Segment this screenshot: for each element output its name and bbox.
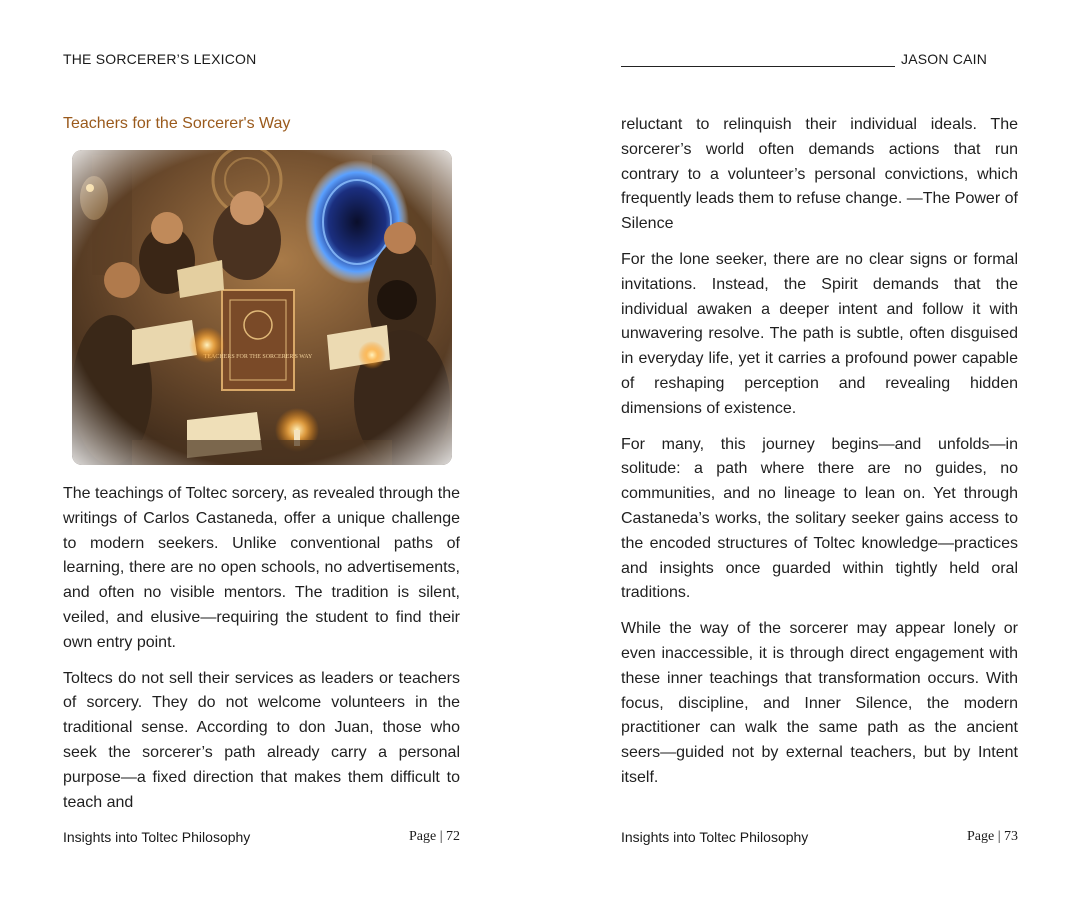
running-head-book-title: THE SORCERER’S LEXICON <box>63 51 257 67</box>
author-name: JASON CAIN <box>901 51 988 67</box>
footer-book-subtitle: Insights into Toltec Philosophy <box>63 829 251 845</box>
header-rule <box>621 54 895 67</box>
page-number: Page | 73 <box>967 829 1019 844</box>
body-text <box>621 113 1018 802</box>
body-text <box>63 482 460 826</box>
paragraph: The teachings of Toltec sorcery, as revealed through the writings of Carlos Castaneda, offer a unique challenge to modern seekers. Unlike conventional paths of learning, there are no open schools, no advertisements, and often no visible mentors. The tradition is silent, veiled, and elusive—requiring the student to find their own entry point. <box>63 485 460 651</box>
page-number: Page | 72 <box>409 829 461 844</box>
paragraph: reluctant to relinquish their individual ideals. The sorcerer’s world often demands actions that run contrary to a volunteer’s personal convictions, which frequently leads them to refuse change. —The Power of Silence <box>621 116 1018 233</box>
right-page <box>540 0 1080 900</box>
paragraph: For the lone seeker, there are no clear signs or formal invitations. Instead, the Spirit demands that the individual awaken a deeper intent and follow it with unwavering resolve. The path is subtle, often disguised in everyday life, yet it carries a profound power capable of reshaping perception and revealing hidden dimensions of existence. <box>621 250 1018 417</box>
paragraph: For many, this journey begins—and unfolds—in solitude: a path where there are no guides, no communities, and no lineage to lean on. Yet through Castaneda’s works, the solitary seeker gains access to the encoded structures of Toltec knowledge—practices and insights once guarded within tightly held oral traditions. <box>621 435 1018 602</box>
paragraph: While the way of the sorcerer may appear lonely or even inaccessible, it is through direct engagement with these inner teachings that transformation occurs. With focus, discipline, and Inner Silence, the modern practitioner can walk the same path as the ancient seers—guided not by external teachers, but by Intent itself. <box>621 620 1018 786</box>
running-head-author <box>621 51 987 67</box>
illustration <box>72 150 452 465</box>
footer-book-subtitle: Insights into Toltec Philosophy <box>621 829 809 845</box>
sorcerers-study-illustration <box>72 150 452 465</box>
paragraph: Toltecs do not sell their services as leaders or teachers of sorcery. They do not welcome volunteers in the traditional sense. According to don Juan, those who seek the sorcerer’s path already carry a personal purpose—a fixed direction that makes them difficult to teach and <box>63 669 460 811</box>
section-title: Teachers for the Sorcerer's Way <box>63 115 291 132</box>
